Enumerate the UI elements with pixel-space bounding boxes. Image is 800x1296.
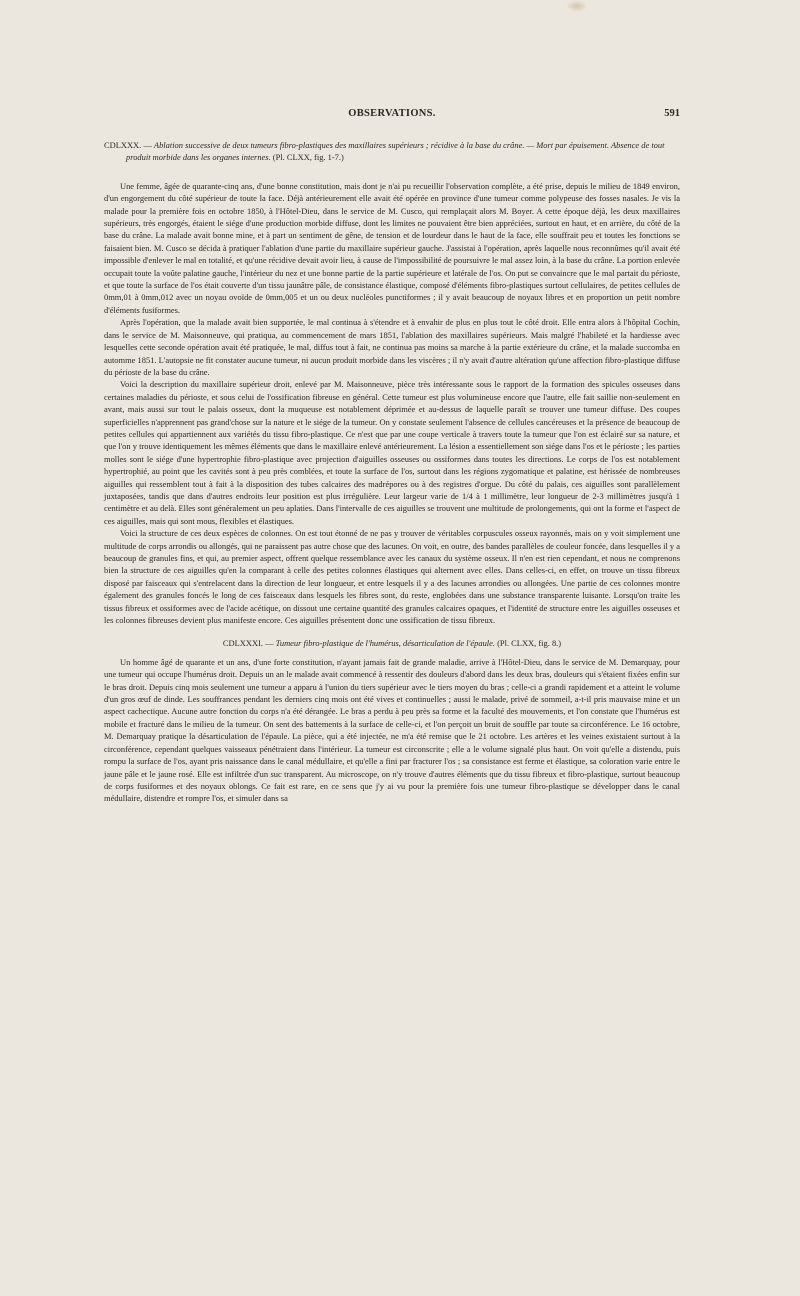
body-text <box>104 139 680 805</box>
heading-dash: — <box>141 140 154 150</box>
paragraph: Après l'opération, que la malade avait bien supportée, le mal continua à s'étendre et à envahir de plus en plus tout le côté droit. Elle entra alors à l'hôpital Cochin, dans le service de M. Maisonneuve, qui pratiqua, au commencement de mars 1851, l'ablation des maxillaires supérieurs. Mais malgré l'habileté et la hardiesse avec lesquelles cette seconde opération avait été pratiquée, le mal, diffus tout à fait, ne continua pas moins sa marche à la partie extérieure du crâne, et la malade succomba en automme 1851. L'autopsie ne fit constater aucune tumeur, ni aucun produit morbide dans les viscères ; il n'y avait d'autre altération qu'une affection fibro-plastique diffuse du périoste de la base du crâne. <box>104 317 680 377</box>
paragraph: Un homme âgé de quarante et un ans, d'une forte constitution, n'ayant jamais fait de grande maladie, arrive à l'Hôtel-Dieu, dans le service de M. Demarquay, pour une tumeur qui occupe l'humérus droit. Depuis un an le malade avait commencé à ressentir des douleurs d'abord dans les deux bras, douleurs qui s'étaient fixées enfin sur le bras droit. Depuis cinq mois seulement une tumeur a apparu à l'union du tiers supérieur avec le tiers moyen du bras ; celle-ci a grandi rapidement et a atteint le volume d'un gros œuf de dinde. Les souffrances pendant les derniers cinq mois ont été vives et continuelles ; aussi le malade, privé de sommeil, a-t-il pris mauvaise mine et un aspect cachectique. Aucune autre fonction du corps n'a été dérangée. Le bras a perdu à peu près sa forme et la faculté des mouvements, et l'on constate que l'humérus est mobile et fracturé dans le milieu de la tumeur. On sent des battements à la surface de celle-ci, et l'on perçoit un bruit de souffle par toute sa circonférence. Le 16 octobre, M. Demarquay pratique la désarticulation de l'épaule. La pièce, qui a été injectée, ne m'a été remise que le 21 octobre. Les artères et les veines existaient surtout à la circonférence, cependant quelques vaisseaux pénétraient dans l'intérieur. La tumeur est circonscrite ; elle a le volume signalé plus haut. On voit qu'elle a distendu, puis rompu la surface de l'os, ayant pris naissance dans le canal médullaire, et qu'elle a fini par fracturer l'os ; sa consistance est ferme et élastique, sa coloration varie entre le jaune pâle et le jaune rosé. Elle est infiltrée d'un suc transparent. Au microscope, on n'y trouve d'autres éléments que du tissu fibreux et fibro-plastique, surtout beaucoup de corps fusiformes et des noyaux oblongs. Ce fait est rare, en ce sens que j'y ai vu pour la première fois une tumeur fibro-plastique se développer dans le canal médullaire, distendre et rompre l'os, et simuler dans sa <box>104 656 680 804</box>
case-number: CDLXXXI. <box>222 638 263 649</box>
running-header <box>104 108 680 124</box>
spacer <box>104 164 680 180</box>
plate-reference: (Pl. CLXX, fig. 8.) <box>495 638 562 649</box>
plate-reference: (Pl. CLXX, fig. 1-7.) <box>270 152 344 163</box>
paragraph: Voici la description du maxillaire supérieur droit, enlevé par M. Maisonneuve, pièce très intéressante sous le rapport de la formation des spicules osseuses dans certaines maladies du périoste, et sous celui de l'ossification fibreuse en général. Cette tumeur est plus volumineuse encore que l'autre, elle fait saillie non-seulement en avant, mais aussi sur tout le palais osseux, dont la muqueuse est notablement déprimée et au-dessus de laquelle paraît se trouver une tumeur diffuse. Des coupes superficielles n'apprennent pas grand'chose sur la nature et le siége de la tumeur. On y constate seulement l'absence de cellules cancéreuses et la présence de beaucoup de petites cellules qui appartiennent aux variétés du tissu fibro-plastique. Ce n'est que par une coupe verticale à travers toute la tumeur que l'on est éclairé sur sa nature, et que l'on y trouve identiquement les mêmes éléments que dans le maxillaire enlevé antérieurement. La lésion a essentiellement son siége dans l'os et le périoste ; les parties molles sont le siége d'une hypertrophie fibro-plastique avec projection d'aiguilles osseuses ou ossiformes dans toutes les directions. Le corps de l'os est notablement hypertrophié, au point que les cavités sont à peu près comblées, et toute la surface de l'os, surtout dans les régions zygomatique et palatine, est hérissée de nombreuses aiguilles qui ressemblent tout à fait à la disposition des tubes calcaires des madrépores ou à des registres d'orgue. Du côté du palais, ces aiguilles sont parallèlement juxtaposées, tandis que dans d'autres endroits leur position est plus irrégulière. Leur largeur varie de 1/4 à 1 millimètre, leur longueur de 2-3 millimètres jusqu'à 1 centimètre et au delà. Elles sont généralement un peu aplaties. Dans l'intervalle de ces aiguilles se trouvent une multitude de prolongements, qui ont la forme et l'aspect de ces aiguilles, mais qui sont mous, flexibles et élastiques. <box>104 379 680 526</box>
case-title: Ablation successive de deux tumeurs fibro-plastiques des maxillaires supérieurs ; récidive à la base du crâne. — Mort par épuisement. Absence de tout produit morbide dans les organes internes. <box>126 140 665 163</box>
case-number: CDLXXX. <box>104 140 142 150</box>
paragraph: Voici la structure de ces deux espèces de colonnes. On est tout étonné de ne pas y trouver de véritables corpuscules osseux rayonnés, mais on y voit simplement une multitude de corps arrondis ou allongés, qui ne paraissent pas autre chose que des lacunes. On voit, en outre, des bandes parallèles de couleur foncée, dans lesquelles il y a beaucoup de granules fins, et qui, au premier aspect, offrent quelque ressemblance avec les canaux du système osseux. Il n'en est rien cependant, et nous ne comprenons bien la structure de ces aiguilles qu'en la comparant à celle des petites colonnes élastiques qui alternent avec elles. Dans celles-ci, en effet, on trouve un tissu fibreux disposé par faisceaux qui s'entrelacent dans la direction de leur longueur, et entre lesquels il y a des lacunes arrondies ou allongées. Une partie de ces colonnes montre également des granules foncés le long de ces faisceaux dans lesquels les fibres sont, du reste, englobées dans une substance transparente luisante. Lorsqu'on traite les tissus fibreux et ossiformes avec de l'acide acétique, on dissout une certaine quantité des granules calcaires opaques, et l'identité de structure entre les aiguilles osseuses et les colonnes fibreuses devient plus manifeste encore. Ces aiguilles présentent donc une ossification de tissu fibreux. <box>104 528 680 626</box>
case-title: Tumeur fibro-plastique de l'humérus, désarticulation de l'épaule. <box>275 638 495 649</box>
case-heading-cdlxxxi <box>104 634 680 649</box>
case-heading-cdlxxx <box>104 139 680 164</box>
page-number: 591 <box>664 108 680 119</box>
paragraph: Une femme, âgée de quarante-cinq ans, d'une bonne constitution, mais dont je n'ai pu recueillir l'observation complète, a été prise, depuis le milieu de 1849 environ, d'un engorgement du côté supérieur de toute la face. Déjà antérieurement elle avait été opérée en province d'une tumeur comme polypeuse des fosses nasales. Je vis la malade pour la première fois en octobre 1850, à l'Hôtel-Dieu, dans le service de M. Cusco, qui remplaçait alors M. Boyer. A cette époque déjà, les deux maxillaires supérieurs, très engorgés, étaient le siége d'une production morbide diffuse, dont les limites ne pouvaient être bien appréciées, surtout en haut, et en arrière, du côté de la base du crâne. La malade avait bonne mine, et à part un sentiment de gêne, de tension et de lourdeur dans le haut de la face, elle souffrait peu et toutes les fonctions se faisaient bien. M. Cusco se décida à pratiquer l'ablation d'une partie du maxillaire supérieur gauche. J'assistai à l'opération, après laquelle nous reconnûmes qu'il avait été impossible d'enlever le mal en totalité, et qu'une récidive devait avoir lieu, à cause de l'impossibilité de poursuivre le mal assez loin, à la base du crâne. La portion enlevée occupait toute la voûte palatine gauche, l'intérieur du nez et une bonne partie de la partie supérieure et latérale de l'os. On put se convaincre que le mal partait du périoste, et que toute la surface de l'os était couverte d'un tissu jaunâtre pâle, de consistance élastique, composé d'éléments fibro-plastiques surtout cellulaires, de petites cellules de 0mm,01 à 0mm,012 avec un noyau ovoïde de 0mm,005 et un ou deux nucléoles punctiformes ; il y avait beaucoup de noyaux libres et en proportion un petit nombre d'éléments fusiformes. <box>104 180 680 315</box>
spacer <box>104 626 680 634</box>
running-title: OBSERVATIONS. <box>348 108 436 119</box>
paper-stain <box>566 0 588 12</box>
heading-dash: — <box>262 638 276 649</box>
